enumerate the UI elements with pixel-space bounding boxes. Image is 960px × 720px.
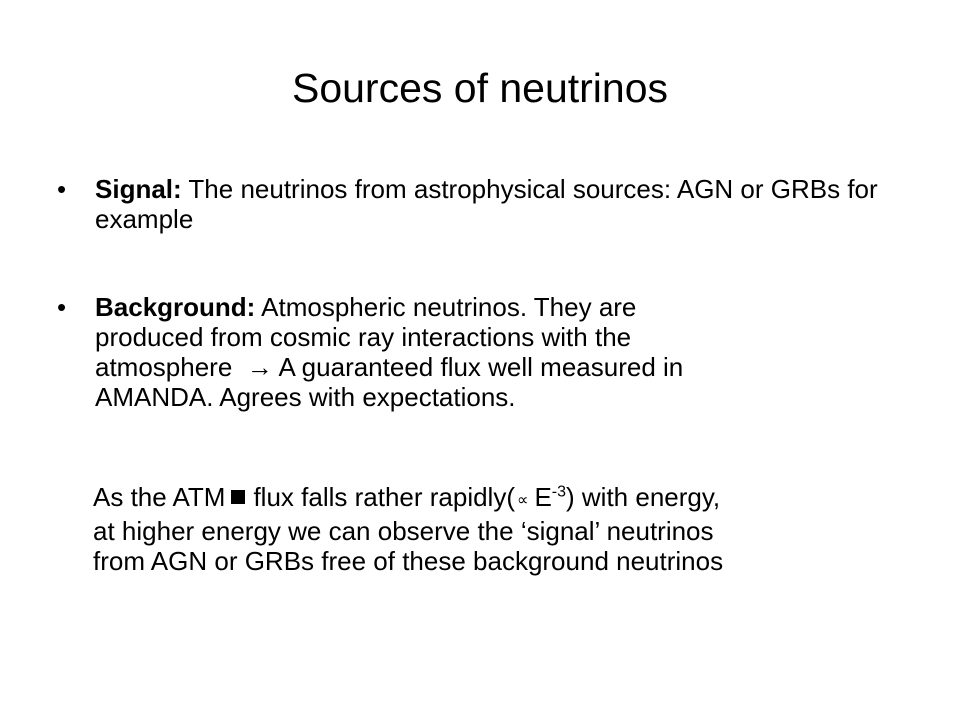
energy-exponent: -3 <box>551 483 567 501</box>
bullet-body-line: Atmospheric neutrinos. They are <box>255 292 637 322</box>
proportional-symbol: ∝ <box>517 492 529 509</box>
paragraph-text: flux falls rather rapidly( <box>253 482 515 512</box>
bullet-body-line: atmosphere <box>95 352 233 382</box>
arrow-right-icon: → <box>246 352 273 382</box>
paragraph-text: ) with energy, <box>566 482 721 512</box>
black-square-icon <box>231 490 245 504</box>
bullet-body-line: produced from cosmic ray interactions with the <box>95 322 632 352</box>
energy-symbol: E <box>534 482 552 512</box>
paragraph-text: As the ATM <box>93 482 226 512</box>
paragraph-line: from AGN or GRBs free of these background neutrinos <box>93 546 724 576</box>
bullet-heading: Background: <box>95 292 256 322</box>
bullet-text <box>95 292 895 412</box>
bullet-marker: • <box>57 174 67 204</box>
bullet-body: The neutrinos from astrophysical sources: AGN or GRBs for example <box>95 174 878 234</box>
flux-paragraph <box>93 482 893 576</box>
slide-title: Sources of neutrinos <box>291 65 669 111</box>
bullet-body-line: AMANDA. Agrees with expectations. <box>95 382 516 412</box>
bullet-heading: Signal: <box>95 174 182 204</box>
bullet-body-line: A guaranteed flux well measured in <box>272 352 684 382</box>
bullet-marker: • <box>57 292 67 322</box>
paragraph-line: at higher energy we can observe the ‘signal’ neutrinos <box>93 516 714 546</box>
bullet-text <box>95 174 895 234</box>
